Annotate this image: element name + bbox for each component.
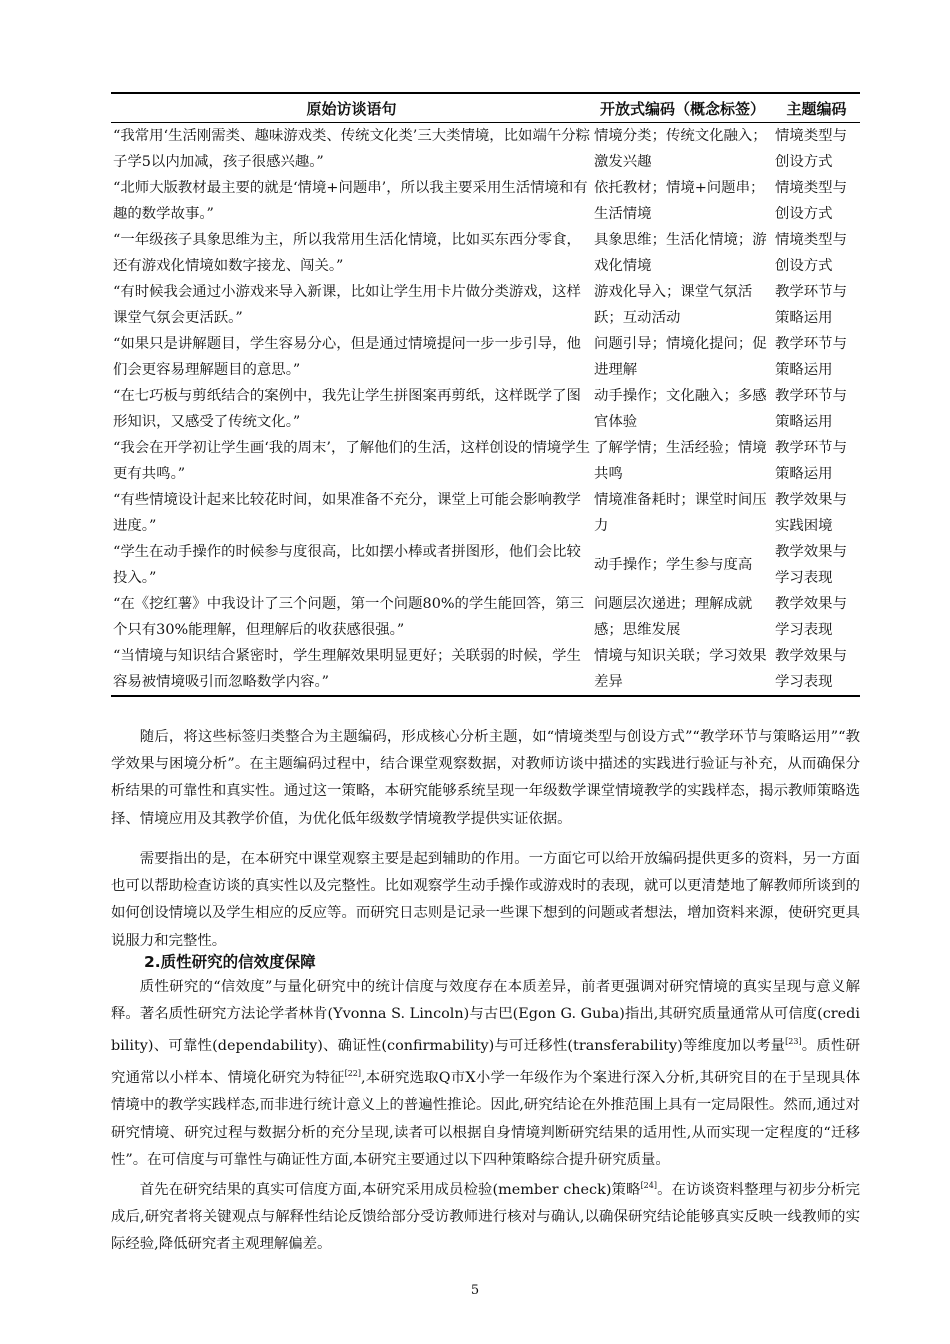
citation-ref: [22] bbox=[344, 1069, 362, 1079]
table-row bbox=[111, 435, 860, 487]
table-row bbox=[111, 331, 860, 383]
cell-original-statement: “一年级孩子具象思维为主，所以我常用生活化情境，比如买东西分零食，还有游戏化情境如数字接龙、闯关。” bbox=[113, 232, 581, 274]
cell-original-statement: “如果只是讲解题目，学生容易分心，但是通过情境提问一步一步引导，他们会更容易理解题目的意思。” bbox=[113, 336, 581, 378]
citation-ref: [24] bbox=[640, 1181, 657, 1190]
header-original-statement: 原始访谈语句 bbox=[111, 93, 592, 123]
cell-theme-coding: 教学效果与学习表现 bbox=[773, 643, 860, 696]
paragraph-text: 。在访谈资料整理与初步分析完成后,研究者将关键观点与解释性结论反馈给部分受访教师进行核对与确认,以确保研究结论能够真实反映一线教师的实际经验,降低研究者主观理解偏差。 bbox=[111, 1181, 860, 1253]
cell-open-coding: 具象思维；生活化情境；游戏化情境 bbox=[594, 232, 767, 274]
table-row bbox=[111, 591, 860, 643]
paragraph-reliability-validity bbox=[111, 974, 860, 1174]
cell-original-statement: “北师大版教材最主要的就是‘情境+问题串’，所以我主要采用生活情境和有趣的数学故事。” bbox=[113, 180, 588, 222]
table-row bbox=[111, 123, 860, 176]
cell-open-coding: 问题引导；情境化提问；促进理解 bbox=[594, 336, 767, 378]
cell-open-coding: 情境与知识关联；学习效果差异 bbox=[592, 643, 773, 696]
page-number: 5 bbox=[470, 1283, 480, 1298]
paragraph-text: 首先在研究结果的真实可信度方面,本研究采用成员检验(member check)策略 bbox=[139, 1181, 641, 1198]
cell-original-statement: “在《挖红薯》中我设计了三个问题，第一个问题80%的学生能回答，第三个只有30%能理解，但理解后的收获感很强。” bbox=[113, 596, 585, 638]
cell-original-statement: “当情境与知识结合紧密时，学生理解效果明显更好；关联弱的时候，学生容易被情境吸引而忽略数学内容。” bbox=[111, 643, 592, 696]
paragraph-classroom-observation: 需要指出的是，在本研究中课堂观察主要是起到辅助的作用。一方面它可以给开放编码提供更多的资料，另一方面也可以帮助检查访谈的真实性以及完整性。比如观察学生动手操作或游戏时的表现，就可以更清楚地了解教师所谈到的如何创设情境以及学生相应的反应等。而研究日志则是记录一些课下想到的问题或者想法，增加资料来源，使研究更具说服力和完整性。 bbox=[111, 851, 860, 949]
paragraph-text: ,本研究选取Q市X小学一年级作为个案进行深入分析,其研究目的在于呈现具体情境中的教学实践样态,而非进行统计意义上的普遍性推论。因此,研究结论在外推范围上具有一定局限性。然而,通过对研究情境、研究过程与数据分析的充分呈现,读者可以根据自身情境判断研究结果的适用性,从而实现一定程度的“迁移性”。在可信度与可靠性与确证性方面,本研究主要通过以下四种策略综合提升研究质量。 bbox=[111, 1070, 860, 1168]
section-heading: 2.质性研究的信效度保障 bbox=[144, 953, 316, 971]
cell-original-statement: “学生在动手操作的时候参与度很高，比如摆小棒或者拼图形，他们会比较投入。” bbox=[113, 544, 581, 586]
cell-open-coding: 游戏化导入；课堂气氛活跃；互动活动 bbox=[594, 284, 753, 326]
table-row bbox=[111, 643, 860, 696]
cell-open-coding: 问题层次递进；理解成就感；思维发展 bbox=[594, 596, 753, 638]
cell-theme-coding: 教学环节与策略运用 bbox=[775, 388, 847, 430]
cell-original-statement: “我会在开学初让学生画‘我的周末’，了解他们的生活，这样创设的情境学生更有共鸣。” bbox=[113, 440, 591, 482]
cell-open-coding: 情境准备耗时；课堂时间压力 bbox=[594, 492, 767, 534]
cell-theme-coding: 教学效果与实践困境 bbox=[775, 492, 847, 534]
table-row bbox=[111, 539, 860, 591]
cell-theme-coding: 教学效果与学习表现 bbox=[775, 596, 847, 638]
table-body bbox=[111, 123, 860, 697]
cell-theme-coding: 情境类型与创设方式 bbox=[775, 232, 847, 274]
table-row bbox=[111, 487, 860, 539]
cell-open-coding: 情境分类；传统文化融入；激发兴趣 bbox=[594, 128, 767, 170]
cell-theme-coding: 教学效果与学习表现 bbox=[775, 544, 847, 586]
cell-theme-coding: 教学环节与策略运用 bbox=[775, 440, 847, 482]
paragraph-theme-coding: 随后，将这些标签归类整合为主题编码，形成核心分析主题，如“情境类型与创设方式”“教学环节与策略运用”“教学效果与困境分析”。在主题编码过程中，结合课堂观察数据，对教师访谈中描述的实践进行验证与补充，从而确保分析结果的可靠性和真实性。通过这一策略，本研究能够系统呈现一年级数学课堂情境教学的实践样态，揭示教师策略选择、情境应用及其教学价值，为优化低年级数学情境教学提供实证依据。 bbox=[111, 729, 860, 827]
table-row bbox=[111, 383, 860, 435]
table-row bbox=[111, 279, 860, 331]
cell-open-coding: 了解学情；生活经验；情境共鸣 bbox=[594, 440, 767, 482]
table-row bbox=[111, 175, 860, 227]
cell-theme-coding: 情境类型与创设方式 bbox=[775, 180, 847, 222]
header-theme-coding: 主题编码 bbox=[773, 93, 860, 123]
paragraph-member-check bbox=[111, 1172, 860, 1258]
cell-theme-coding: 情境类型与创设方式 bbox=[775, 128, 847, 170]
header-open-coding: 开放式编码（概念标签） bbox=[592, 93, 773, 123]
cell-open-coding: 依托教材；情境+问题串；生活情境 bbox=[594, 180, 765, 222]
cell-original-statement: “在七巧板与剪纸结合的案例中，我先让学生拼图案再剪纸，这样既学了图形知识，又感受了传统文化。” bbox=[113, 388, 581, 430]
paragraph-text: 质性研究的“信效度”与量化研究中的统计信度与效度存在本质差异，前者更强调对研究情境的真实呈现与意义解释。著名质性研究方法论学者林肯(Yvonna S. Lincoln)与古巴(Egon G. Guba)指出,其研究质量通常从可信度(credibility)、可靠性(dependability)、确证性(confirmability)与可迁移性(transferability)等维度加以考量 bbox=[111, 979, 860, 1055]
cell-original-statement: “我常用‘生活刚需类、趣味游戏类、传统文化类’三大类情境，比如端午分粽子学5以内加减，孩子很感兴趣。” bbox=[113, 128, 591, 170]
table-row bbox=[111, 227, 860, 279]
cell-open-coding: 动手操作；文化融入；多感官体验 bbox=[594, 388, 767, 430]
table-header-row bbox=[111, 93, 860, 123]
cell-theme-coding: 教学环节与策略运用 bbox=[775, 284, 847, 326]
cell-original-statement: “有时候我会通过小游戏来导入新课，比如让学生用卡片做分类游戏，这样课堂气氛会更活跃。” bbox=[113, 284, 581, 326]
citation-ref: [23] bbox=[785, 1037, 802, 1047]
cell-original-statement: “有些情境设计起来比较花时间，如果准备不充分，课堂上可能会影响教学进度。” bbox=[113, 492, 581, 534]
paragraph-text: 。质性研究通常以小样本、情境化研究为特征 bbox=[111, 1038, 860, 1087]
cell-theme-coding: 教学环节与策略运用 bbox=[775, 336, 847, 378]
coding-table bbox=[111, 92, 860, 697]
cell-open-coding: 动手操作；学生参与度高 bbox=[594, 557, 753, 573]
